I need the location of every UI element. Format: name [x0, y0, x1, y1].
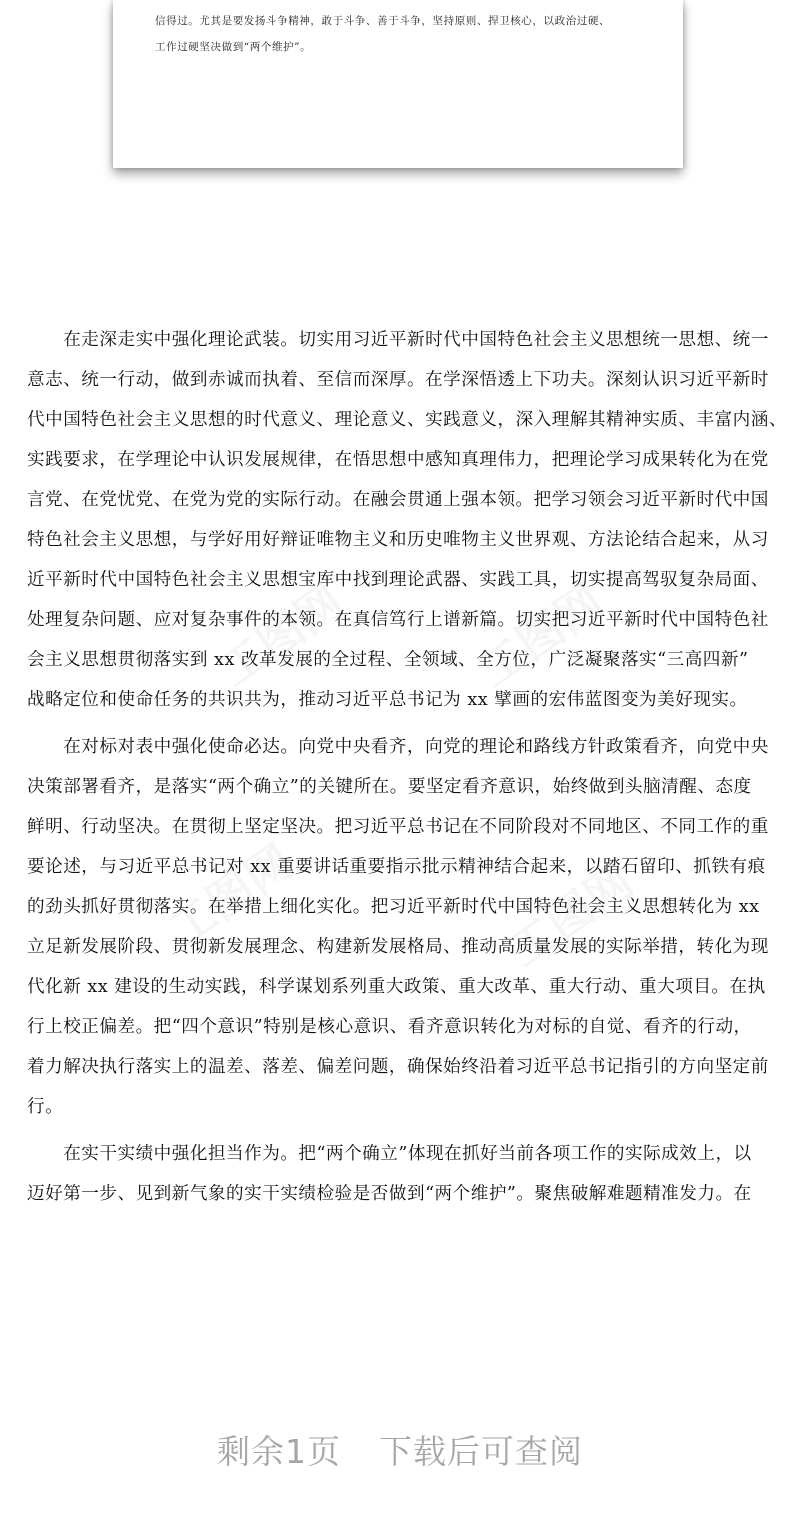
- preview-line: 工作过硬坚决做到“两个维护”。: [155, 41, 312, 53]
- download-to-view-label[interactable]: 下载后可查阅: [379, 1432, 583, 1471]
- watermark: 工图网: [468, 573, 613, 698]
- text-line: 处理复杂问题、应对复杂事件的本领。在真信笃行上谱新篇。切实把习近平新时代中国特色社: [27, 610, 769, 630]
- text-line: 着力解决执行落实上的温差、落差、偏差问题，确保始终沿着习近平总书记指引的方向坚定前: [27, 1057, 769, 1077]
- remaining-pages-label: 剩余1页: [217, 1432, 341, 1471]
- text-line: 的劲头抓好贯彻落实。在举措上细化实化。把习近平新时代中国特色社会主义思想转化为 xx: [27, 897, 760, 917]
- watermark: 工图网: [498, 853, 643, 978]
- paragraph-theory: [27, 320, 787, 720]
- download-prompt[interactable]: [0, 1424, 800, 1480]
- text-line: 在走深走实中强化理论武装。切实用习近平新时代中国特色社会主义思想统一思想、统一: [27, 330, 769, 350]
- watermark: 工图网: [158, 833, 303, 958]
- text-line: 在对标对表中强化使命必达。向党中央看齐，向党的理论和路线方针政策看齐，向党中央: [27, 737, 769, 757]
- text-line: 行。: [27, 1097, 64, 1117]
- document-body: [27, 320, 787, 1221]
- paragraph-action: [27, 1134, 779, 1214]
- text-line: 意志、统一行动，做到赤诚而执着、至信而深厚。在学深悟透上下功夫。深刻认识习近平新时: [27, 370, 769, 390]
- text-line: 实践要求，在学理论中认识发展规律，在悟思想中感知真理伟力，把理论学习成果转化为在党: [27, 450, 769, 470]
- text-line: 代中国特色社会主义思想的时代意义、理论意义、实践意义，深入理解其精神实质、丰富内涵、: [27, 410, 787, 430]
- text-line: 代化新 xx 建设的生动实践，科学谋划系列重大政策、重大改革、重大行动、重大项目。在执: [27, 977, 766, 997]
- text-line: 近平新时代中国特色社会主义思想宝库中找到理论武器、实践工具，切实提高驾驭复杂局面、: [27, 570, 769, 590]
- paragraph-mission: [27, 727, 779, 1127]
- text-line: 言党、在党忧党、在党为党的实际行动。在融会贯通上强本领。把学习领会习近平新时代中国: [27, 490, 769, 510]
- text-line: 要论述，与习近平总书记对 xx 重要讲话重要指示批示精神结合起来，以踏石留印、抓铁有痕: [27, 857, 766, 877]
- text-line: 立足新发展阶段、贯彻新发展理念、构建新发展格局、推动高质量发展的实际举措，转化为现: [27, 937, 769, 957]
- text-line: 在实干实绩中强化担当作为。把“两个确立”体现在抓好当前各项工作的实际成效上，以: [27, 1144, 752, 1164]
- text-line: 决策部署看齐，是落实“两个确立”的关键所在。要坚定看齐意识，始终做到头脑清醒、态度: [27, 777, 752, 797]
- text-line: 战略定位和使命任务的共识共为，推动习近平总书记为 xx 擘画的宏伟蓝图变为美好现实。: [27, 690, 748, 710]
- text-line: 会主义思想贯彻落实到 xx 改革发展的全过程、全领域、全方位，广泛凝聚落实“三高四新”: [27, 650, 749, 670]
- preview-line: 信得过。尤其是要发扬斗争精神，敢于斗争、善于斗争，坚持原则、捍卫核心，以政治过硬、: [155, 15, 611, 27]
- preview-text: [155, 8, 655, 60]
- previous-page-preview: [113, 0, 683, 168]
- text-line: 特色社会主义思想，与学好用好辩证唯物主义和历史唯物主义世界观、方法论结合起来，从习: [27, 530, 769, 550]
- watermark: 工图网: [208, 573, 353, 698]
- text-line: 行上校正偏差。把“四个意识”特别是核心意识、看齐意识转化为对标的自觉、看齐的行动，: [27, 1017, 752, 1037]
- text-line: 鲜明、行动坚决。在贯彻上坚定坚决。把习近平总书记在不同阶段对不同地区、不同工作的重: [27, 817, 769, 837]
- text-line: 迈好第一步、见到新气象的实干实绩检验是否做到“两个维护”。聚焦破解难题精准发力。在: [27, 1184, 752, 1204]
